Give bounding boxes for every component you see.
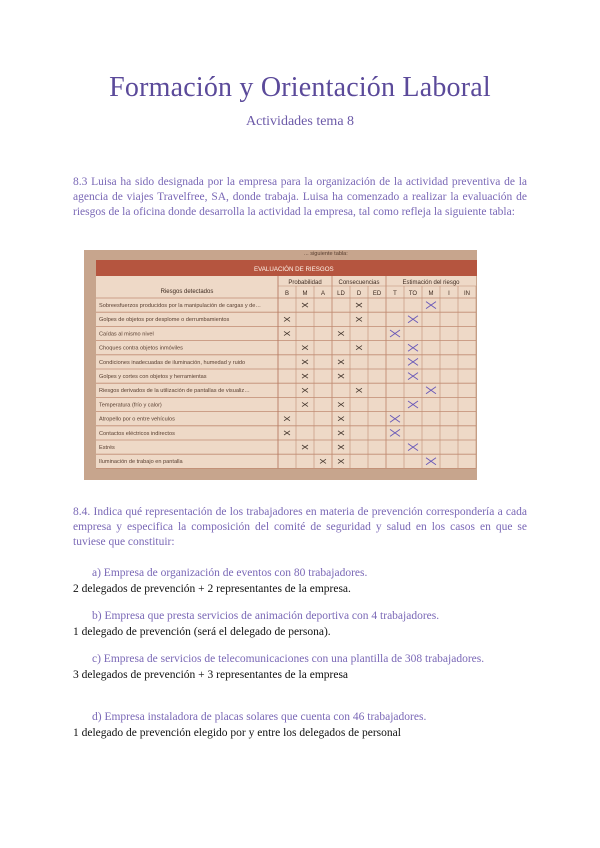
group-estimacion: Estimación del riesgo <box>402 280 460 286</box>
question-c: c) Empresa de servicios de telecomunicaciones con una plantilla de 308 trabajadores. <box>92 653 485 665</box>
risk-evaluation-photo <box>84 250 477 480</box>
risk-label: Sobreesfuerzos producidos por la manipulación de cargas y de… <box>99 303 262 309</box>
answer-d: 1 delegado de prevención elegido por y entre los delegados de personal <box>73 727 401 739</box>
col-riesgos-header: Riesgos detectados <box>160 289 214 295</box>
risk-label: Contactos eléctricos indirectos <box>99 430 175 437</box>
col-header: I <box>448 291 450 297</box>
risk-label: Golpes de objetos por desplome o derrumbamientos <box>99 317 230 324</box>
risk-label: Iluminación de trabajo en pantalla <box>99 459 183 466</box>
risk-label: Estrés <box>99 445 115 451</box>
page-subtitle: Actividades tema 8 <box>245 114 355 129</box>
col-header: M <box>302 291 308 297</box>
page-title: Formación y Orientación Laboral <box>109 72 491 103</box>
risk-evaluation-table <box>84 250 477 480</box>
answer-b: 1 delegado de prevención (será el delegado de persona). <box>73 626 331 638</box>
col-header: LD <box>337 291 345 297</box>
table-title: EVALUACIÓN DE RIESGOS <box>254 266 334 273</box>
col-header: D <box>356 291 362 297</box>
risk-label: Golpes y cortes con objetos y herramientas <box>99 374 207 380</box>
risk-label: Atropello por o entre vehículos <box>99 416 175 423</box>
table-body <box>96 276 476 468</box>
answer-c: 3 delegados de prevención + 3 representantes de la empresa <box>73 669 349 681</box>
risk-label: Caídas al mismo nivel <box>99 331 154 338</box>
risk-label: Condiciones inadecuadas de iluminación, humedad y ruido <box>99 359 246 366</box>
col-header: IN <box>464 291 470 297</box>
question-d: d) Empresa instaladora de placas solares que cuenta con 46 trabajadores. <box>92 711 427 723</box>
col-header: ED <box>372 291 382 297</box>
col-header: TO <box>408 291 418 297</box>
col-header: T <box>393 291 397 297</box>
answer-a: 2 delegados de prevención + 2 representantes de la empresa. <box>73 583 351 595</box>
question-a: a) Empresa de organización de eventos con 80 trabajadores. <box>92 567 368 579</box>
risk-label: Riesgos derivados de la utilización de pantallas de visualiz… <box>99 388 250 395</box>
risk-label: Choques contra objetos inmóviles <box>99 345 183 352</box>
group-consecuencias: Consecuencias <box>338 280 380 286</box>
exercise-8-3-text: 8.3 Luisa ha sido designada por la empresa para la organización de la actividad preventiva de la agencia de viajes Travelfree, SA, donde trabaja. Luisa ha comenzado a realizar la evaluación de riesgos de la oficina donde desarrolla la actividad la empresa, tal como refleja la siguiente tabla: <box>73 176 527 218</box>
exercise-8-4-text: 8.4. Indica qué representación de los trabajadores en materia de prevención correspondería a cada empresa y especifica la composición del comité de seguridad y salud en los casos en que se tuviese que constituir: <box>73 506 527 548</box>
col-header: M <box>428 291 434 297</box>
col-header: B <box>284 291 290 297</box>
col-header: A <box>320 291 326 297</box>
risk-label: Temperatura (frío y calor) <box>99 402 162 409</box>
question-b: b) Empresa que presta servicios de animación deportiva con 4 trabajadores. <box>92 610 440 622</box>
photo-caption: ... siguiente tabla: <box>304 251 348 257</box>
group-probabilidad: Probabilidad <box>288 280 322 286</box>
